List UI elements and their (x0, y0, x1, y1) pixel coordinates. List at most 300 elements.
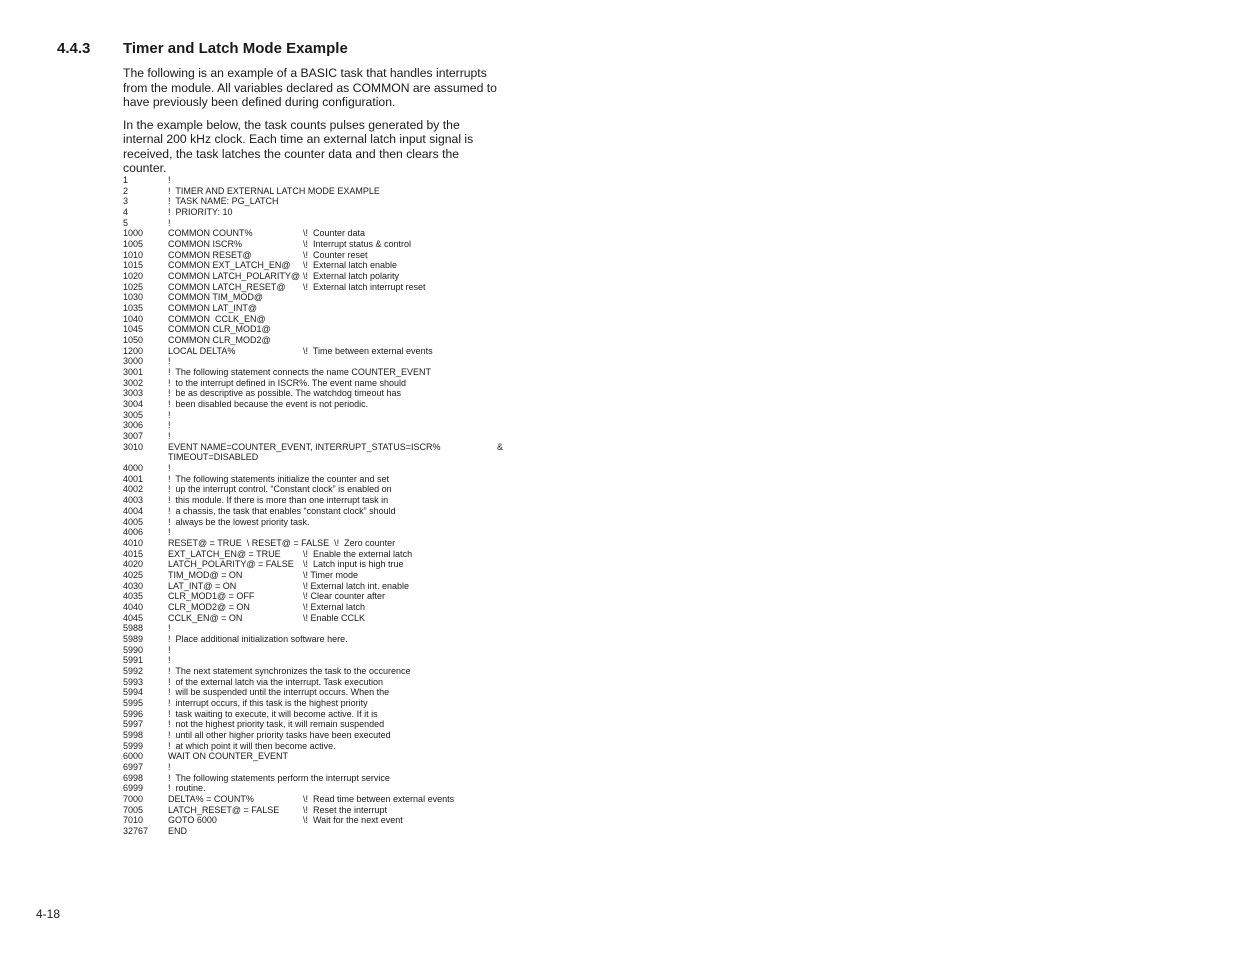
line-continuation (423, 581, 503, 592)
code-comment (303, 677, 423, 688)
line-continuation (423, 826, 503, 837)
code-line (123, 346, 503, 357)
code-line (123, 420, 503, 431)
code-statement: ! (168, 623, 171, 634)
code-statement: ! be as descriptive as possible. The watchdog timeout has (168, 388, 401, 399)
code-line (123, 367, 503, 378)
line-continuation (423, 335, 503, 346)
code-line (123, 805, 503, 816)
code-line (123, 324, 503, 335)
code-comment (303, 399, 423, 410)
code-line (123, 484, 503, 495)
line-continuation (423, 687, 503, 698)
code-statement: ! The next statement synchronizes the task to the occurence (168, 665, 411, 676)
line-continuation (423, 602, 503, 613)
code-statement: ! (168, 644, 171, 655)
line-number: 4040 (123, 601, 144, 612)
code-line (123, 228, 503, 239)
line-continuation (423, 698, 503, 709)
code-statement: ! (168, 356, 171, 367)
line-number: 1045 (123, 324, 144, 335)
code-statement: TIM_MOD@ = ON (168, 569, 243, 580)
code-line (123, 634, 503, 645)
code-comment (303, 367, 423, 378)
line-continuation (423, 410, 503, 421)
code-comment (303, 474, 423, 485)
code-statement: RESET@ = TRUE \ RESET@ = FALSE \! Zero counter (168, 537, 396, 548)
code-comment: \! Read time between external events (303, 793, 455, 804)
code-comment: \! Counter data (303, 228, 366, 239)
line-continuation (423, 613, 503, 624)
code-comment: \! External latch enable (303, 260, 398, 271)
code-line (123, 175, 503, 186)
code-statement: ! this module. If there is more than one interrupt task in (168, 495, 389, 506)
code-comment (303, 762, 423, 773)
code-statement: ! to the interrupt defined in ISCR%. The event name should (168, 377, 406, 388)
line-number: 5991 (123, 655, 144, 666)
line-number: 3004 (123, 399, 144, 410)
line-continuation (423, 783, 503, 794)
code-statement: COMMON TIM_MOD@ (168, 292, 263, 303)
line-number: 4000 (123, 463, 144, 474)
code-comment: \! Enable CCLK (303, 612, 366, 623)
code-statement: ! TIMER AND EXTERNAL LATCH MODE EXAMPLE (168, 185, 380, 196)
code-statement: ! (168, 761, 171, 772)
code-statement: COMMON CLR_MOD1@ (168, 324, 271, 335)
code-comment (303, 186, 423, 197)
line-number: 3002 (123, 377, 144, 388)
line-number: 4045 (123, 612, 144, 623)
line-continuation (423, 292, 503, 303)
line-number: 4004 (123, 505, 144, 516)
code-statement: ! TASK NAME: PG_LATCH (168, 196, 279, 207)
line-continuation (423, 378, 503, 389)
code-statement: ! (168, 655, 171, 666)
code-statement: COMMON ISCR% (168, 239, 242, 250)
line-number: 5996 (123, 708, 144, 719)
line-number: 4001 (123, 473, 144, 484)
code-line (123, 314, 503, 325)
code-comment (303, 826, 423, 837)
code-comment: \! Clear counter after (303, 591, 386, 602)
line-continuation (423, 474, 503, 485)
line-continuation (423, 303, 503, 314)
line-number: 1010 (123, 249, 144, 260)
line-continuation (423, 538, 503, 549)
code-comment (303, 324, 423, 335)
code-statement: WAIT ON COUNTER_EVENT (168, 751, 289, 762)
line-number: 1200 (123, 345, 144, 356)
line-continuation (423, 367, 503, 378)
line-number: 4002 (123, 484, 144, 495)
line-number: 3005 (123, 409, 144, 420)
line-number: 5998 (123, 729, 144, 740)
code-comment (303, 623, 423, 634)
line-continuation (423, 805, 503, 816)
line-number: 1025 (123, 281, 144, 292)
line-number: 7005 (123, 804, 144, 815)
code-statement: ! (168, 431, 171, 442)
code-comment: \! Interrupt status & control (303, 239, 412, 250)
line-number: 5997 (123, 719, 144, 730)
code-statement: COMMON LATCH_POLARITY@ (168, 271, 300, 282)
code-comment (303, 292, 423, 303)
code-line (123, 463, 503, 474)
code-line (123, 741, 503, 752)
code-comment (303, 356, 423, 367)
paragraph: The following is an example of a BASIC task that handles interrupts from the module. All variables declared as COMMON are assumed to have previously been defined during configuration. (123, 66, 497, 109)
code-statement: COMMON CLR_MOD2@ (168, 335, 271, 346)
code-statement: ! (168, 420, 171, 431)
code-line (123, 591, 503, 602)
line-number: 5995 (123, 697, 144, 708)
code-comment (303, 442, 423, 453)
code-listing (123, 175, 503, 837)
line-continuation (423, 324, 503, 335)
section-title: Timer and Latch Mode Example (123, 40, 348, 57)
code-comment (303, 495, 423, 506)
code-line (123, 388, 503, 399)
line-continuation (423, 741, 503, 752)
code-statement: ! Place additional initialization software here. (168, 633, 348, 644)
code-statement: ! The following statement connects the name COUNTER_EVENT (168, 367, 431, 378)
line-continuation (423, 484, 503, 495)
code-line (123, 549, 503, 560)
line-number: 6998 (123, 772, 144, 783)
code-line (123, 613, 503, 624)
line-continuation (423, 751, 503, 762)
code-comment (303, 335, 423, 346)
code-statement: ! (168, 409, 171, 420)
line-continuation (423, 634, 503, 645)
line-continuation (423, 250, 503, 261)
code-line (123, 207, 503, 218)
line-number: 4003 (123, 495, 144, 506)
code-line (123, 559, 503, 570)
code-line (123, 815, 503, 826)
code-line (123, 655, 503, 666)
line-continuation (423, 463, 503, 474)
line-number: 7000 (123, 793, 144, 804)
line-number: 4006 (123, 527, 144, 538)
code-comment (303, 314, 423, 325)
line-continuation (423, 207, 503, 218)
code-comment (303, 538, 423, 549)
line-continuation (423, 175, 503, 186)
code-statement: ! (168, 175, 171, 185)
line-continuation (423, 495, 503, 506)
code-comment (303, 410, 423, 421)
line-continuation (423, 517, 503, 528)
code-statement: ! PRIORITY: 10 (168, 207, 233, 218)
line-number: 6000 (123, 751, 144, 762)
line-continuation (423, 719, 503, 730)
code-line (123, 282, 503, 293)
code-line (123, 442, 503, 453)
paragraph: In the example below, the task counts pulses generated by the internal 200 kHz clock. Each time an external latch input signal is received, the task latches the counter data and then clears the counter. (123, 117, 474, 175)
line-number: 3000 (123, 356, 144, 367)
code-comment: \! External latch polarity (303, 271, 400, 282)
code-comment (303, 218, 423, 229)
line-number: 5989 (123, 633, 144, 644)
line-continuation (423, 623, 503, 634)
code-statement: EXT_LATCH_EN@ = TRUE (168, 548, 281, 559)
code-statement: CLR_MOD1@ = OFF (168, 591, 255, 602)
code-statement: COMMON RESET@ (168, 249, 252, 260)
code-line (123, 677, 503, 688)
code-comment (303, 175, 423, 186)
code-statement: COMMON COUNT% (168, 228, 253, 239)
code-statement: LATCH_RESET@ = FALSE (168, 804, 280, 815)
code-comment (303, 452, 423, 463)
code-line (123, 751, 503, 762)
line-number: 4 (123, 207, 129, 218)
line-continuation (423, 388, 503, 399)
line-continuation (423, 506, 503, 517)
code-line (123, 773, 503, 784)
code-comment (303, 484, 423, 495)
line-continuation (423, 356, 503, 367)
line-number: 5993 (123, 676, 144, 687)
code-comment (303, 698, 423, 709)
code-comment (303, 687, 423, 698)
line-number: 3006 (123, 420, 144, 431)
code-comment (303, 420, 423, 431)
line-number: 1000 (123, 228, 144, 239)
code-statement: ! of the external latch via the interrupt. Task execution (168, 676, 383, 687)
code-line (123, 719, 503, 730)
line-number: 5988 (123, 623, 144, 634)
code-comment (303, 196, 423, 207)
code-line (123, 570, 503, 581)
code-line (123, 399, 503, 410)
code-comment (303, 751, 423, 762)
code-statement: GOTO 6000 (168, 815, 217, 826)
section-number: 4.4.3 (57, 40, 91, 57)
code-statement: COMMON LAT_INT@ (168, 303, 257, 314)
line-continuation (426, 282, 506, 293)
code-comment: \! External latch interrupt reset (303, 281, 426, 292)
code-line (123, 196, 503, 207)
code-statement: ! not the highest priority task, it will remain suspended (168, 719, 385, 730)
line-continuation (423, 730, 503, 741)
code-statement: ! been disabled because the event is not periodic. (168, 399, 369, 410)
code-statement: ! will be suspended until the interrupt occurs. When the (168, 687, 390, 698)
code-line (123, 452, 503, 463)
code-line (123, 292, 503, 303)
line-number: 32767 (123, 825, 149, 836)
code-comment (303, 207, 423, 218)
line-number: 3007 (123, 431, 144, 442)
line-number: 3001 (123, 367, 144, 378)
code-comment: \! External latch int. enable (303, 580, 410, 591)
code-statement: ! at which point it will then become active. (168, 740, 336, 751)
code-statement: ! a chassis, the task that enables “constant clock” should (168, 505, 396, 516)
line-number: 3010 (123, 441, 144, 452)
line-continuation (423, 228, 503, 239)
code-comment (303, 719, 423, 730)
code-comment (303, 634, 423, 645)
line-continuation (423, 399, 503, 410)
code-comment: \! Latch input is high true (303, 559, 404, 570)
line-number: 5990 (123, 644, 144, 655)
line-number: 1 (123, 175, 129, 185)
line-continuation (423, 559, 503, 570)
line-continuation (433, 346, 513, 357)
code-comment: \! Timer mode (303, 569, 359, 580)
code-line (123, 709, 503, 720)
line-continuation (423, 815, 503, 826)
line-number: 6997 (123, 761, 144, 772)
code-comment: \! External latch (303, 601, 366, 612)
code-line (123, 335, 503, 346)
line-continuation (423, 218, 503, 229)
line-continuation (423, 431, 503, 442)
code-line (123, 666, 503, 677)
code-line (123, 186, 503, 197)
code-line (123, 538, 503, 549)
code-line (123, 687, 503, 698)
line-number: 6999 (123, 783, 144, 794)
code-comment (303, 388, 423, 399)
body-text (123, 66, 503, 184)
code-comment: \! Enable the external latch (303, 548, 413, 559)
line-continuation (423, 570, 503, 581)
line-continuation (423, 196, 503, 207)
code-line (123, 431, 503, 442)
line-number (123, 452, 168, 463)
line-continuation (423, 666, 503, 677)
code-line (123, 250, 503, 261)
code-statement: COMMON EXT_LATCH_EN@ (168, 260, 291, 271)
line-continuation (454, 794, 534, 805)
code-line (123, 730, 503, 741)
line-number: 4025 (123, 569, 144, 580)
code-comment: \! Reset the interrupt (303, 804, 388, 815)
code-statement: COMMON LATCH_RESET@ (168, 281, 286, 292)
code-comment (303, 645, 423, 656)
code-statement: LATCH_POLARITY@ = FALSE (168, 559, 294, 570)
line-continuation (423, 260, 503, 271)
code-statement: LOCAL DELTA% (168, 345, 236, 356)
line-number: 3003 (123, 388, 144, 399)
code-statement: ! (168, 217, 171, 228)
code-statement: ! always be the lowest priority task. (168, 516, 310, 527)
line-number: 1005 (123, 239, 144, 250)
line-number: 5999 (123, 740, 144, 751)
code-line (123, 239, 503, 250)
code-comment: \! Counter reset (303, 249, 368, 260)
line-number: 5992 (123, 665, 144, 676)
code-comment (303, 655, 423, 666)
line-number: 4020 (123, 559, 144, 570)
code-line (123, 303, 503, 314)
code-comment (303, 783, 423, 794)
line-number: 4015 (123, 548, 144, 559)
code-statement: ! task waiting to execute, it will become active. If it is (168, 708, 378, 719)
code-comment (303, 741, 423, 752)
code-statement: CCLK_EN@ = ON (168, 612, 243, 623)
code-statement: ! until all other higher priority tasks have been executed (168, 729, 391, 740)
code-line (123, 517, 503, 528)
line-continuation (423, 420, 503, 431)
line-number: 4035 (123, 591, 144, 602)
line-number: 4005 (123, 516, 144, 527)
code-statement: ! The following statements initialize the counter and set (168, 473, 389, 484)
code-line (123, 218, 503, 229)
code-line (123, 602, 503, 613)
code-line (123, 474, 503, 485)
code-statement: ! The following statements perform the interrupt service (168, 772, 390, 783)
code-statement: ! interrupt occurs, if this task is the highest priority (168, 697, 368, 708)
line-continuation (423, 452, 503, 463)
code-comment: \! Time between external events (303, 345, 433, 356)
line-continuation (423, 314, 503, 325)
code-line (123, 378, 503, 389)
code-statement: END (168, 825, 188, 836)
code-line (123, 645, 503, 656)
code-comment: \! Wait for the next event (303, 815, 403, 826)
code-statement: EVENT NAME=COUNTER_EVENT, INTERRUPT_STATUS=ISCR% (168, 441, 441, 452)
code-statement: DELTA% = COUNT% (168, 793, 254, 804)
code-comment (303, 527, 423, 538)
code-statement: LAT_INT@ = ON (168, 580, 237, 591)
line-number: 1035 (123, 303, 144, 314)
code-comment (303, 463, 423, 474)
code-line (123, 783, 503, 794)
line-continuation (423, 655, 503, 666)
line-number: 1040 (123, 313, 144, 324)
line-continuation (423, 186, 503, 197)
line-number: 1020 (123, 271, 144, 282)
line-continuation (423, 709, 503, 720)
code-statement: CLR_MOD2@ = ON (168, 601, 250, 612)
code-statement: ! (168, 463, 171, 474)
line-continuation (423, 527, 503, 538)
line-continuation (423, 239, 503, 250)
line-continuation (423, 645, 503, 656)
line-continuation (423, 773, 503, 784)
line-number: 4010 (123, 537, 144, 548)
code-statement: ! up the interrupt control. “Constant clock” is enabled on (168, 484, 392, 495)
code-statement: TIMEOUT=DISABLED (168, 452, 259, 463)
code-statement: ! (168, 527, 171, 538)
line-continuation (423, 271, 503, 282)
line-number: 7010 (123, 815, 144, 826)
code-comment (303, 709, 423, 720)
line-number: 2 (123, 185, 129, 196)
code-comment (303, 506, 423, 517)
code-statement: COMMON CCLK_EN@ (168, 313, 266, 324)
code-line (123, 794, 503, 805)
code-line (123, 698, 503, 709)
code-statement: ! routine. (168, 783, 206, 794)
code-comment (303, 666, 423, 677)
line-continuation (423, 549, 503, 560)
line-number: 5994 (123, 687, 144, 698)
code-line (123, 581, 503, 592)
line-number: 1015 (123, 260, 144, 271)
code-line (123, 356, 503, 367)
line-number: 1050 (123, 335, 144, 346)
code-line (123, 260, 503, 271)
line-number: 5 (123, 217, 129, 228)
code-comment (303, 431, 423, 442)
code-line (123, 495, 503, 506)
code-comment (303, 517, 423, 528)
page-number: 4-18 (36, 907, 61, 921)
line-number: 4030 (123, 580, 144, 591)
